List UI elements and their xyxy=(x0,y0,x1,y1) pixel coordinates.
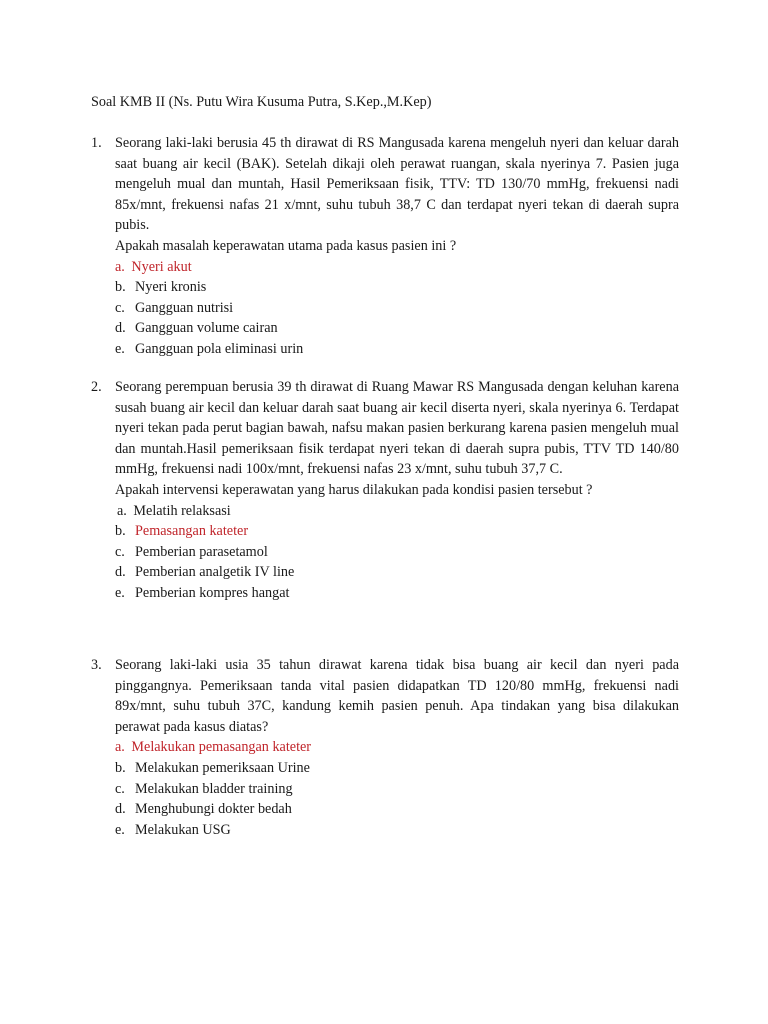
option-letter: d. xyxy=(115,320,126,337)
option-letter: a. xyxy=(115,739,125,756)
option-text: Nyeri kronis xyxy=(135,279,207,296)
option-text: Pemberian kompres hangat xyxy=(135,584,290,601)
option-letter: e. xyxy=(115,821,125,838)
option-letter: b. xyxy=(115,279,126,296)
answer-option-a xyxy=(115,501,679,522)
option-text: Menghubungi dokter bedah xyxy=(135,801,292,818)
option-text: Pemberian analgetik IV line xyxy=(135,564,295,581)
option-text: Gangguan volume cairan xyxy=(135,320,278,337)
document-title: Soal KMB II (Ns. Putu Wira Kusuma Putra, S.Kep.,M.Kep) xyxy=(91,94,432,110)
answer-option-b xyxy=(115,521,679,542)
option-letter: c. xyxy=(115,780,125,797)
question-number: 2. xyxy=(91,379,102,395)
answer-option-d xyxy=(115,799,679,820)
question-text: Seorang laki-laki usia 35 tahun dirawat karena tidak bisa buang air kecil dan nyeri pada pinggangnya. Pemeriksaan tanda vital pasien didapatkan TD 120/80 mmHg, frekuensi nadi 89x/mnt, suhu tubuh 37C, kandung kemih pasien penuh. Apa tindakan yang bisa dilakukan perawat pada kasus diatas? xyxy=(115,657,679,735)
answer-option-e xyxy=(115,339,679,360)
option-text: Melakukan USG xyxy=(135,821,231,838)
answer-option-c xyxy=(115,542,679,563)
option-text: Melakukan bladder training xyxy=(135,780,293,797)
option-text: Pemasangan kateter xyxy=(135,523,249,540)
option-letter: b. xyxy=(115,523,126,540)
answer-option-d xyxy=(115,562,679,583)
answer-option-e xyxy=(115,583,679,604)
question-prompt: Apakah intervensi keperawatan yang harus dilakukan pada kondisi pasien tersebut ? xyxy=(115,481,593,498)
option-text: Pemberian parasetamol xyxy=(135,543,268,560)
answer-option-a xyxy=(115,257,679,278)
question-3 xyxy=(91,655,679,840)
option-letter: a. xyxy=(115,258,125,275)
answer-option-e xyxy=(115,820,679,841)
option-text: Melakukan pemasangan kateter xyxy=(131,739,312,756)
option-letter: d. xyxy=(115,801,126,818)
question-1 xyxy=(91,133,679,360)
question-text: Seorang perempuan berusia 39 th dirawat di Ruang Mawar RS Mangusada dengan keluhan karena susah buang air kecil dan keluar darah saat buang air kecil diserta nyeri, skala nyerinya 6. Terdapat nyeri tekan pada perut bagian bawah, nafsu makan pasien berkurang karena pasien mengeluh mual dan muntah.Hasil pemeriksaan fisik terdapat nyeri tekan di daerah supra pubis, TTV TD 140/80 mmHg, frekuensi nadi 100x/mnt, frekuensi nafas 23 x/mnt, suhu tubuh 37,7 C. xyxy=(115,379,679,478)
answer-option-d xyxy=(115,318,679,339)
question-prompt: Apakah masalah keperawatan utama pada kasus pasien ini ? xyxy=(115,237,457,254)
question-number: 1. xyxy=(91,135,102,151)
option-text: Gangguan pola eliminasi urin xyxy=(135,340,304,357)
option-letter: a. xyxy=(117,502,127,519)
answer-option-b xyxy=(115,758,679,779)
question-number: 3. xyxy=(91,657,102,673)
option-letter: c. xyxy=(115,299,125,316)
option-text: Nyeri akut xyxy=(131,258,192,275)
option-letter: c. xyxy=(115,543,125,560)
option-text: Melakukan pemeriksaan Urine xyxy=(135,759,310,776)
answer-option-b xyxy=(115,277,679,298)
answer-option-a xyxy=(115,737,679,758)
option-letter: b. xyxy=(115,759,126,776)
option-text: Gangguan nutrisi xyxy=(135,299,234,316)
question-2 xyxy=(91,377,679,604)
answer-option-c xyxy=(115,298,679,319)
option-letter: e. xyxy=(115,584,125,601)
question-text: Seorang laki-laki berusia 45 th dirawat di RS Mangusada karena mengeluh nyeri dan keluar darah saat buang air kecil (BAK). Setelah dikaji oleh perawat ruangan, skala nyerinya 7. Pasien juga mengeluh mual dan muntah, Hasil Pemeriksaan fisik, TTV: TD 130/70 mmHg, frekuensi nadi 85x/mnt, frekuensi nafas 21 x/mnt, suhu tubuh 38,7 C dan terdapat nyeri tekan di daerah supra pubis. xyxy=(115,135,679,234)
answer-option-c xyxy=(115,779,679,800)
option-letter: d. xyxy=(115,564,126,581)
option-letter: e. xyxy=(115,340,125,357)
option-text: Melatih relaksasi xyxy=(133,502,231,519)
